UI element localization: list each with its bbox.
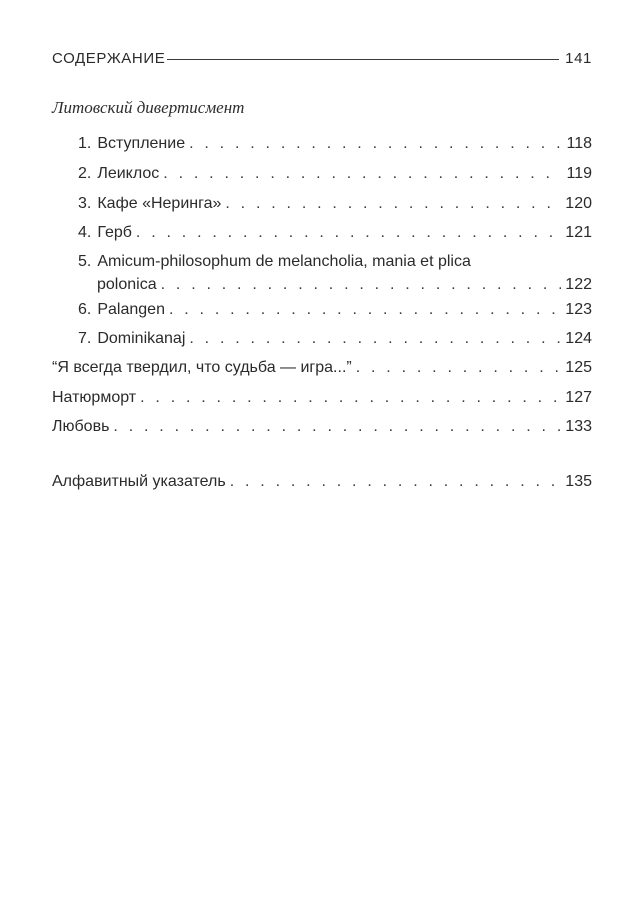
toc-entry-label: Алфавитный указатель [52,473,226,490]
toc-entry[interactable] [52,386,592,410]
toc-leader-dots [140,386,561,410]
toc-entry[interactable] [52,415,592,439]
toc-entry-number: 3. [78,195,92,212]
toc-entry-label: Любовь [52,418,110,435]
toc-leader-dots [189,327,561,351]
toc-entry-page: 127 [565,389,592,406]
toc-entry-number: 5. [78,253,92,270]
toc-entry-label: Amicum-philosophum de melancholia, mania et plica [97,253,471,270]
toc-entry-label: Натюрморт [52,389,137,406]
toc-leader-dots [163,162,562,186]
toc-leader-dots [113,415,561,439]
toc-entry-page: 123 [565,301,592,318]
toc-entry-label: Герб [97,224,132,241]
toc-entry-label-continued: polonica [97,276,157,293]
toc-entry-label: Palangen [97,301,165,318]
toc-entry-page: 135 [565,473,592,490]
toc-leader-dots [230,470,562,494]
toc-entry-label: Кафе «Неринга» [97,195,222,212]
toc-entry[interactable] [78,327,592,351]
toc-entry-label: Dominikanaj [97,330,186,347]
toc-leader-dots [189,132,562,156]
toc-entry-page: 124 [565,330,592,347]
toc-entry[interactable] [52,470,592,494]
toc-entry-page: 118 [566,135,592,152]
toc-entry-page: 122 [565,276,592,293]
toc-entry-number: 4. [78,224,92,241]
toc-entry-label: “Я всегда твердил, что судьба — игра...” [52,359,352,376]
toc-entry-number: 2. [78,165,92,182]
toc-leader-dots [161,273,562,297]
toc-leader-dots [169,298,561,322]
toc-entry[interactable] [78,192,592,216]
toc-entry-page: 133 [565,418,592,435]
running-header-rule [167,59,559,60]
toc-entry[interactable] [78,221,592,245]
running-header [52,50,592,72]
toc-entry-line-1[interactable] [78,250,471,274]
toc-entry-page: 125 [565,359,592,376]
running-header-title: СОДЕРЖАНИЕ [52,50,166,67]
toc-entry[interactable] [78,298,592,322]
toc-leader-dots [225,192,561,216]
toc-entry-label: Вступление [97,135,186,152]
toc-entry[interactable] [78,132,592,156]
toc-entry-page: 121 [565,224,592,241]
toc-entry-number: 1. [78,135,92,152]
toc-entry-page: 119 [566,165,592,182]
toc-entry-line-2[interactable] [97,273,592,297]
toc-entry[interactable] [78,162,592,186]
section-title: Литовский дивертисмент [52,98,245,117]
toc-leader-dots [136,221,561,245]
toc-entry-number: 6. [78,301,92,318]
toc-entry[interactable] [52,356,592,380]
toc-leader-dots [356,356,562,380]
running-header-page-number: 141 [565,50,592,67]
toc-entry-page: 120 [565,195,592,212]
toc-entry-number: 7. [78,330,92,347]
toc-entry-label: Леиклос [97,165,160,182]
